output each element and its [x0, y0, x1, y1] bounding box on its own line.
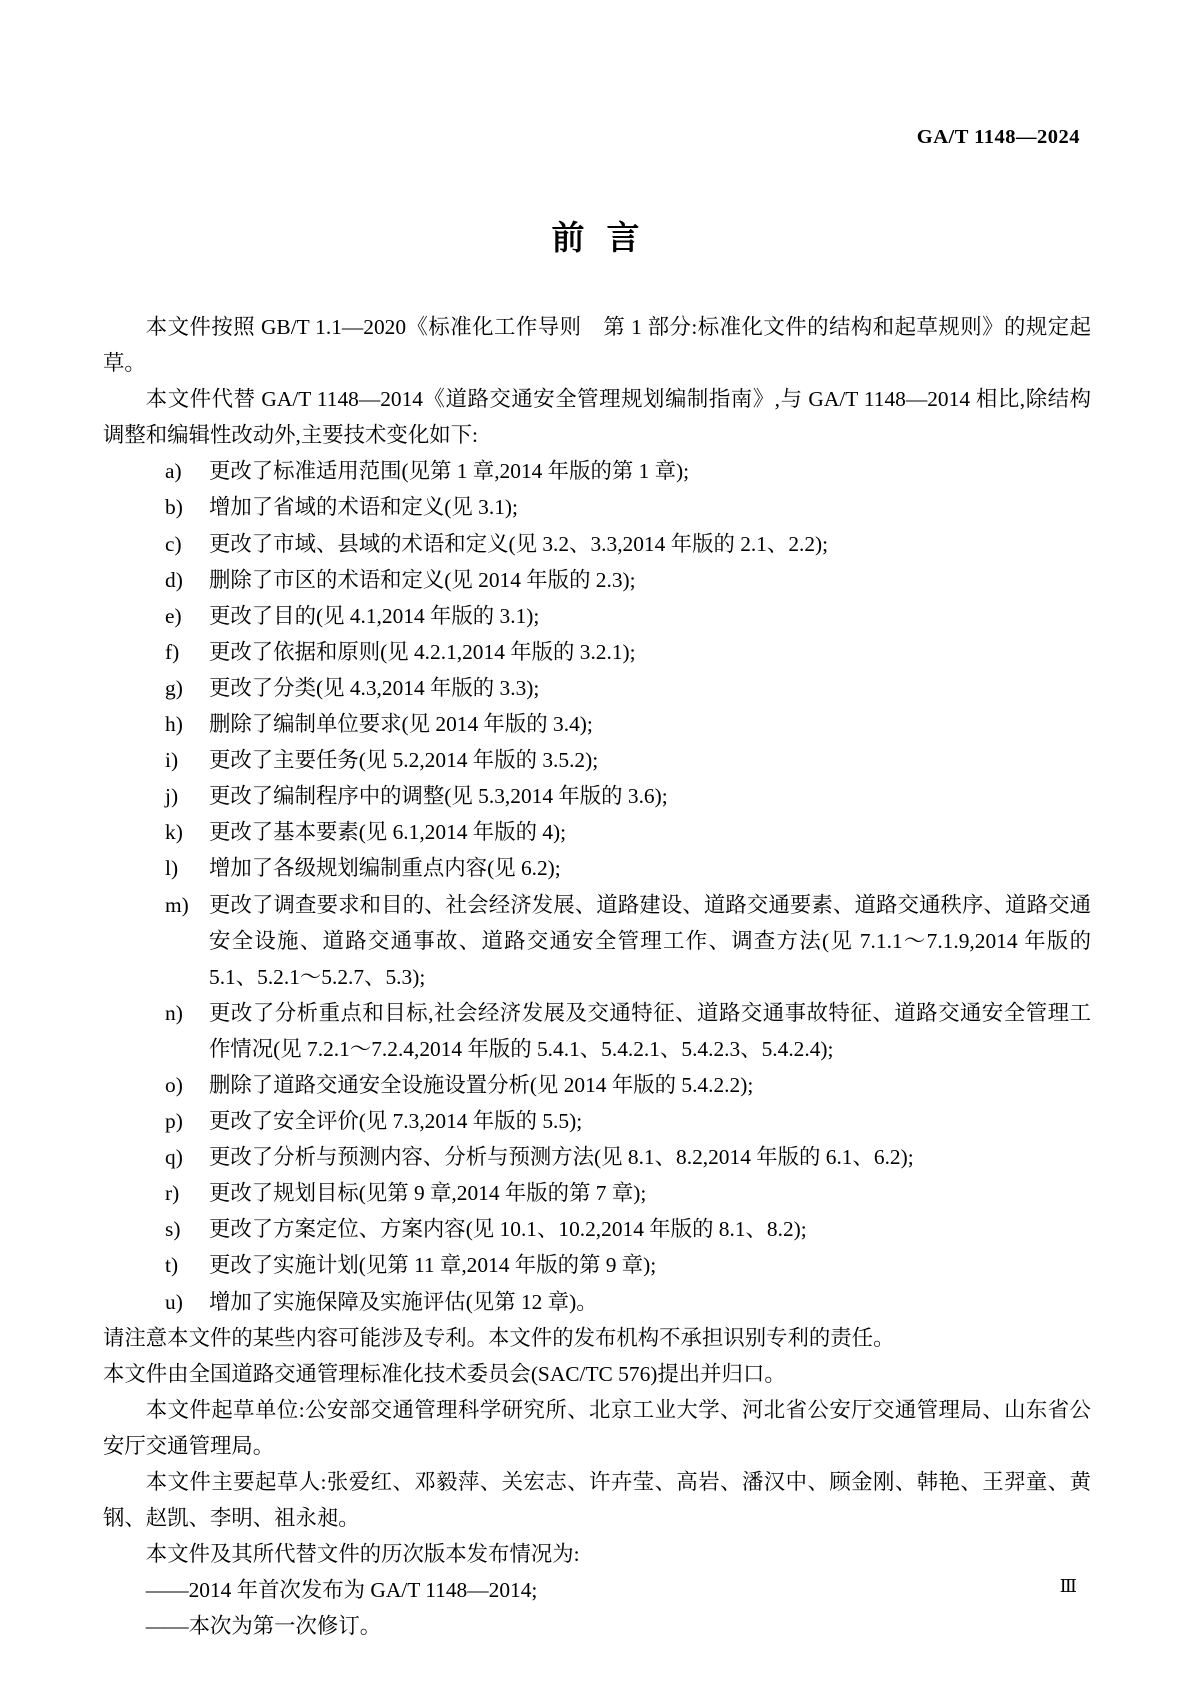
list-item-text: 更改了规划目标(见第 9 章,2014 年版的第 7 章); [209, 1181, 647, 1206]
list-item-text: 更改了分类(见 4.3,2014 年版的 3.3); [209, 675, 540, 700]
paragraph-drafting-basis: 本文件按照 GB/T 1.1—2020《标准化工作导则 第 1 部分:标准化文件的结构和起草规则》的规定起草。 [103, 315, 1091, 376]
paragraph-main-drafters: 本文件主要起草人:张爱红、邓毅萍、关宏志、许卉莹、高岩、潘汉中、顾金刚、韩艳、王羿童、黄钢、赵凯、李明、祖永昶。 [103, 1470, 1091, 1531]
list-item [103, 1175, 1091, 1211]
list-item [103, 995, 1091, 1067]
list-item-text: 更改了标准适用范围(见第 1 章,2014 年版的第 1 章); [209, 459, 690, 484]
list-item-text: 增加了各级规划编制重点内容(见 6.2); [209, 856, 561, 881]
list-item-marker: k) [165, 820, 183, 845]
list-item-text: 更改了目的(见 4.1,2014 年版的 3.1); [209, 603, 540, 628]
page-title: 前言 [551, 218, 662, 257]
list-item-text: 更改了实施计划(见第 11 章,2014 年版的第 9 章); [209, 1253, 657, 1278]
list-item [103, 778, 1091, 814]
list-item [103, 742, 1091, 778]
list-item-text: 删除了道路交通安全设施设置分析(见 2014 年版的 5.4.2.2); [209, 1072, 754, 1097]
list-item-text: 更改了安全评价(见 7.3,2014 年版的 5.5); [209, 1109, 583, 1134]
list-item [103, 489, 1091, 525]
paragraph-replacement-info: 本文件代替 GA/T 1148—2014《道路交通安全管理规划编制指南》,与 GA/T 1148—2014 相比,除结构调整和编辑性改动外,主要技术变化如下: [103, 387, 1091, 448]
list-item [103, 634, 1091, 670]
document-body [103, 309, 1091, 1644]
list-item-text: 更改了市域、县域的术语和定义(见 3.2、3.3,2014 年版的 2.1、2.2); [209, 531, 829, 556]
list-item-text: 增加了省域的术语和定义(见 3.1); [209, 495, 518, 520]
list-item-text: 删除了市区的术语和定义(见 2014 年版的 2.3); [209, 567, 636, 592]
list-item-text: 删除了编制单位要求(见 2014 年版的 3.4); [209, 712, 593, 737]
page-number: Ⅲ [1059, 1576, 1078, 1596]
list-item-text: 更改了调查要求和目的、社会经济发展、道路建设、道路交通要素、道路交通秩序、道路交通安全设施、道路交通事故、道路交通安全管理工作、调查方法(见 7.1.1～7.1.9,2014 年版的 5.1、5.2.1～5.2.7、5.3); [209, 892, 1091, 989]
version-history-item-first-edition: ——2014 年首次发布为 GA/T 1148—2014; [145, 1578, 538, 1603]
list-item-text: 更改了方案定位、方案内容(见 10.1、10.2,2014 年版的 8.1、8.2); [209, 1217, 807, 1242]
list-item [103, 526, 1091, 562]
list-item [103, 453, 1091, 489]
list-item [103, 814, 1091, 850]
list-item-text: 更改了编制程序中的调整(见 5.3,2014 年版的 3.6); [209, 784, 668, 809]
list-item [103, 1067, 1091, 1103]
list-item [103, 1103, 1091, 1139]
list-item-marker: u) [165, 1289, 183, 1314]
list-item-marker: g) [165, 675, 183, 700]
paragraph-proposing-body: 本文件由全国道路交通管理标准化技术委员会(SAC/TC 576)提出并归口。 [103, 1361, 786, 1386]
list-item-marker: s) [165, 1217, 181, 1242]
technical-changes-list [103, 453, 1091, 1319]
running-header-standard-number: GA/T 1148—2024 [916, 126, 1080, 148]
list-item-marker: h) [165, 712, 183, 737]
list-item-marker: j) [165, 784, 179, 809]
list-item [103, 562, 1091, 598]
list-item-marker: n) [165, 1000, 183, 1025]
list-item-marker: a) [165, 459, 182, 484]
list-item-text: 更改了依据和原则(见 4.2.1,2014 年版的 3.2.1); [209, 639, 636, 664]
list-item-marker: r) [165, 1181, 180, 1206]
version-history-item-revision: ——本次为第一次修订。 [145, 1614, 382, 1639]
list-item [103, 1139, 1091, 1175]
list-item-marker: p) [165, 1109, 183, 1134]
list-item-text: 更改了主要任务(见 5.2,2014 年版的 3.5.2); [209, 748, 599, 773]
paragraph-patent-notice: 请注意本文件的某些内容可能涉及专利。本文件的发布机构不承担识别专利的责任。 [103, 1325, 895, 1350]
list-item [103, 598, 1091, 634]
list-item-marker: q) [165, 1145, 183, 1170]
list-item-text: 更改了分析与预测内容、分析与预测方法(见 8.1、8.2,2014 年版的 6.1、6.2); [209, 1145, 914, 1170]
list-item-marker: b) [165, 495, 183, 520]
list-item-marker: m) [165, 892, 189, 917]
list-item [103, 1284, 1091, 1320]
list-item-marker: t) [165, 1253, 179, 1278]
list-item-marker: c) [165, 531, 182, 556]
list-item-marker: l) [165, 856, 179, 881]
list-item-marker: f) [165, 639, 180, 664]
list-item [103, 887, 1091, 995]
paragraph-drafting-units: 本文件起草单位:公安部交通管理科学研究所、北京工业大学、河北省公安厅交通管理局、山东省公安厅交通管理局。 [103, 1397, 1091, 1458]
list-item-marker: i) [165, 748, 179, 773]
list-item-marker: d) [165, 567, 183, 592]
list-item [103, 670, 1091, 706]
list-item [103, 706, 1091, 742]
list-item [103, 850, 1091, 886]
list-item [103, 1211, 1091, 1247]
list-item-text: 更改了基本要素(见 6.1,2014 年版的 4); [209, 820, 567, 845]
list-item [103, 1247, 1091, 1283]
list-item-marker: e) [165, 603, 182, 628]
list-item-text: 更改了分析重点和目标,社会经济发展及交通特征、道路交通事故特征、道路交通安全管理工作情况(见 7.2.1～7.2.4,2014 年版的 5.4.1、5.4.2.1、5.4.2.3、5.4.2.4); [209, 1000, 1091, 1061]
list-item-text: 增加了实施保障及实施评估(见第 12 章)。 [209, 1289, 598, 1314]
paragraph-version-history: 本文件及其所代替文件的历次版本发布情况为: [145, 1542, 580, 1567]
list-item-marker: o) [165, 1072, 183, 1097]
